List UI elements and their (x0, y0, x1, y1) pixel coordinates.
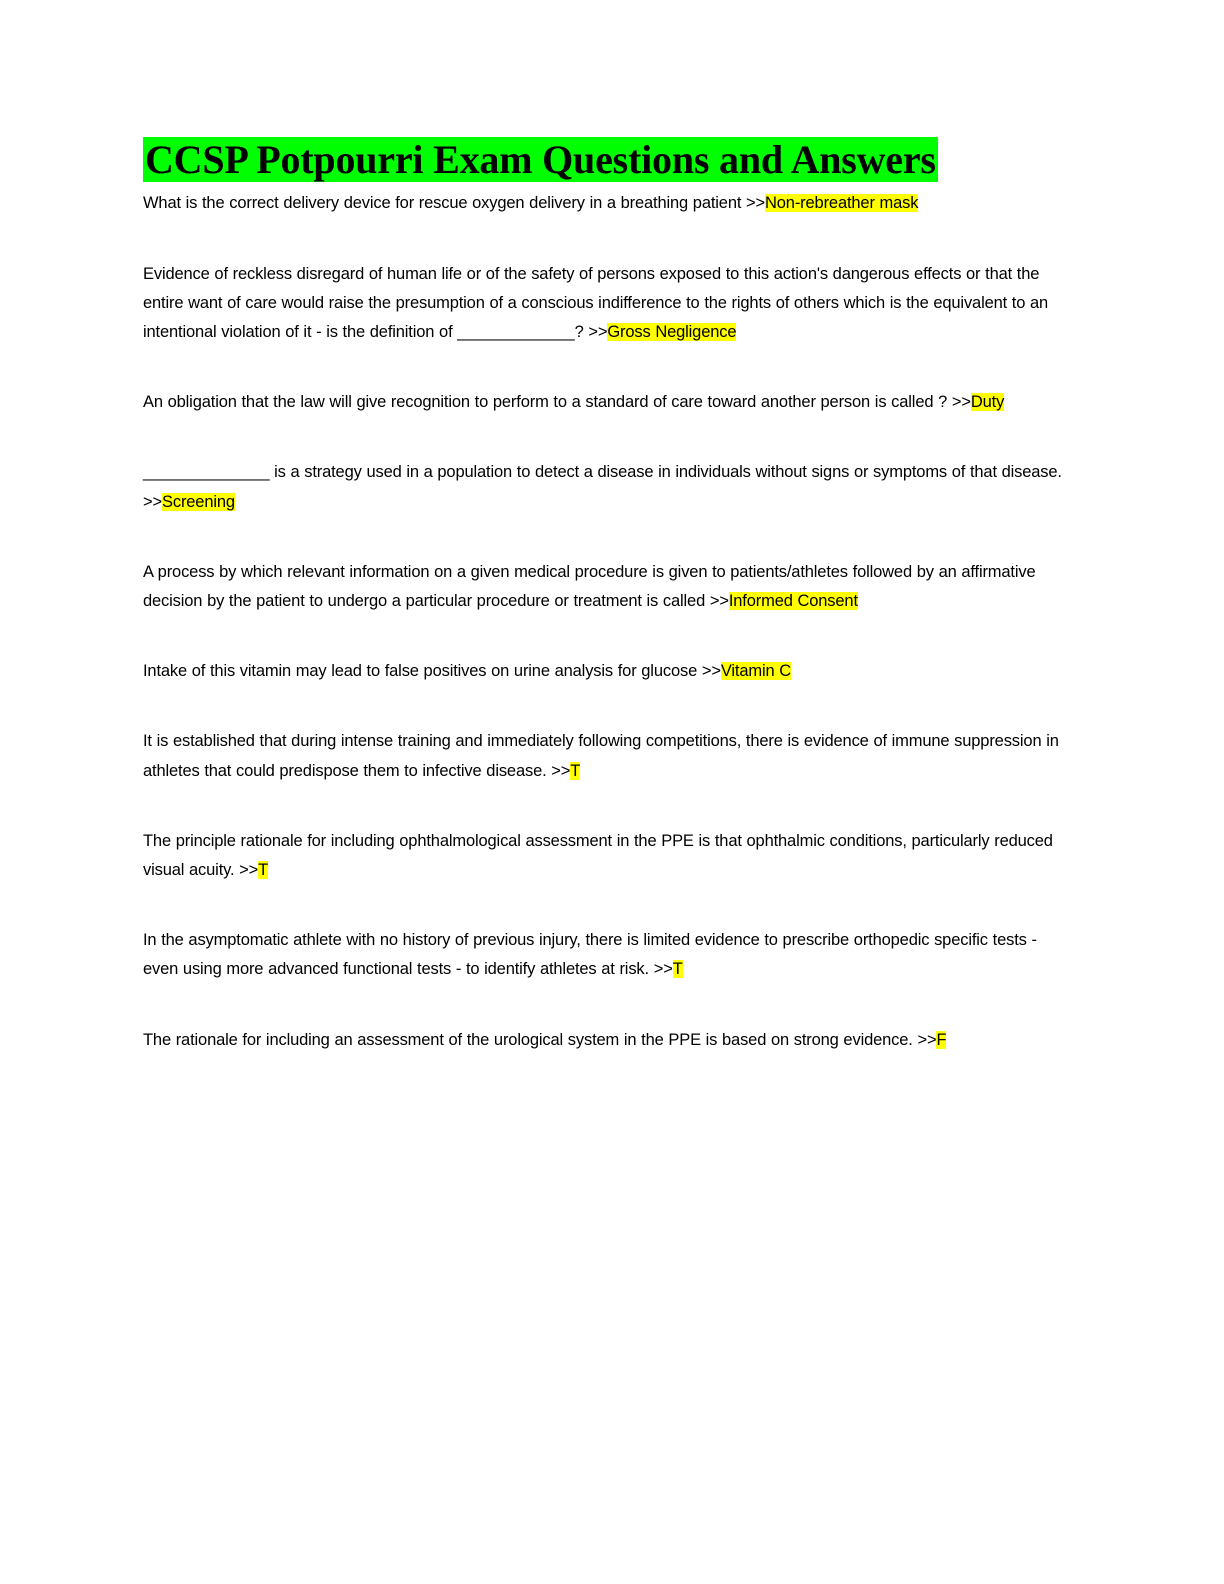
answer-text: Duty (970, 393, 1005, 412)
question-text: In the asymptomatic athlete with no history of previous injury, there is limited evidence to prescribe orthopedic specific tests - even using more advanced functional tests - to identify athletes at risk. (143, 931, 1037, 979)
qa-item (143, 558, 1063, 616)
qa-item (143, 388, 1063, 417)
answer-text: Screening (161, 492, 235, 511)
separator: >> (951, 393, 971, 412)
answer-text: F (936, 1030, 947, 1049)
qa-item (143, 827, 1063, 885)
separator: >> (917, 1030, 937, 1049)
answer-text: Vitamin C (720, 662, 791, 681)
page-title-text: CCSP Potpourri Exam Questions and Answers (145, 137, 936, 182)
document-content (143, 135, 1063, 1055)
answer-text: Non-rebreather mask (765, 194, 919, 213)
question-text: Intake of this vitamin may lead to false positives on urine analysis for glucose (143, 662, 702, 681)
separator: >> (588, 323, 608, 341)
answer-text: Informed Consent (728, 592, 858, 611)
question-text: ______________ is a strategy used in a population to detect a disease in individuals without signs or symptoms of that disease. (143, 463, 1062, 482)
question-text: The principle rationale for including ophthalmological assessment in the PPE is that ophthalmic conditions, particularly reduced visual acuity. (143, 831, 1053, 880)
answer-text: Gross Negligence (607, 323, 737, 341)
question-text: An obligation that the law will give recognition to perform to a standard of care toward another person is called ? (143, 393, 952, 412)
question-text: It is established that during intense training and immediately following competitions, there is evidence of immune suppression in athletes that could predispose them to infective disease. (143, 732, 1059, 780)
answer-text: T (570, 761, 581, 780)
qa-item (143, 926, 1063, 984)
qa-item (143, 189, 1063, 218)
separator: >> (701, 662, 721, 681)
answer-text: T (258, 861, 269, 880)
question-text: A process by which relevant information on a given medical procedure is given to patients/athletes followed by an affirmative decision by the patient to undergo a particular procedure or treatment is called (143, 562, 1036, 611)
qa-item (143, 727, 1063, 785)
separator: >> (551, 761, 571, 780)
question-text: Evidence of reckless disregard of human life or of the safety of persons exposed to this action's dangerous effects or that the entire want of care would raise the presumption of a conscious indifference to the rights of others which is the equivalent to an intentional violation of it - is the definition of _____________? (143, 264, 1049, 341)
separator: >> (709, 592, 729, 611)
separator: >> (239, 861, 259, 880)
separator: >> (653, 960, 673, 979)
qa-item (143, 458, 1063, 516)
question-text: What is the correct delivery device for rescue oxygen delivery in a breathing patient (143, 194, 747, 213)
page-title (143, 135, 1063, 185)
separator: >> (746, 194, 766, 213)
answer-text: T (672, 960, 683, 979)
question-text: The rationale for including an assessment of the urological system in the PPE is based on strong evidence. (143, 1030, 918, 1049)
separator: >> (143, 492, 162, 511)
qa-item (143, 657, 1063, 686)
qa-item (143, 1026, 1063, 1055)
qa-item (143, 260, 1063, 348)
